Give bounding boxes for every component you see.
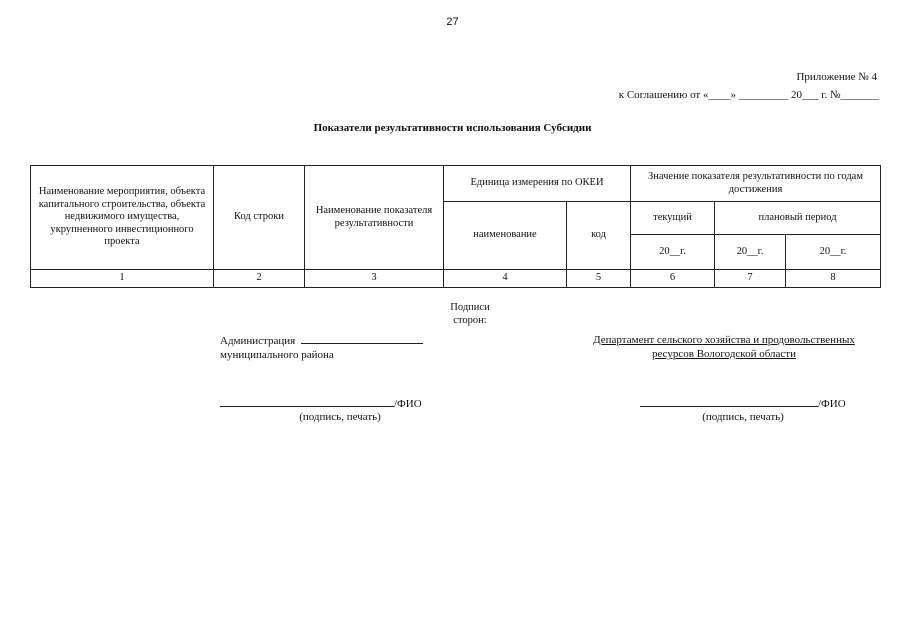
right-signature	[640, 396, 846, 410]
column-number: 3	[305, 270, 444, 288]
indicators-table	[30, 165, 881, 288]
header-okei-name: наименование	[444, 202, 567, 270]
column-numbering-row	[31, 270, 881, 288]
header-planned-period: плановый период	[715, 202, 881, 235]
left-party-blank-line	[301, 333, 423, 344]
appendix-label: Приложение № 4	[796, 71, 877, 83]
page-number: 27	[446, 16, 459, 28]
header-event-name: Наименование мероприятия, объекта капитального строительства, объекта недвижимого имущества, укрупненного инвестиционного проекта	[31, 166, 214, 270]
header-year-current: 20__г.	[631, 235, 715, 270]
column-number: 6	[631, 270, 715, 288]
header-row-code: Код строки	[214, 166, 305, 270]
agreement-reference: к Соглашению от «____» _________ 20___ г. №_______	[618, 89, 879, 101]
left-party-line2: муниципального района	[220, 349, 334, 362]
left-signature-line	[220, 396, 394, 407]
column-number: 2	[214, 270, 305, 288]
column-number: 5	[567, 270, 631, 288]
column-number: 8	[786, 270, 881, 288]
header-indicator-name: Наименование показателя результативности	[305, 166, 444, 270]
column-number: 1	[31, 270, 214, 288]
header-okei-unit: Единица измерения по ОКЕИ	[444, 166, 631, 202]
left-fio-label: /ФИО	[394, 398, 422, 410]
right-signature-line	[640, 396, 818, 407]
right-fio-label: /ФИО	[818, 398, 846, 410]
column-number: 7	[715, 270, 786, 288]
left-signature	[220, 396, 422, 410]
column-number: 4	[444, 270, 567, 288]
left-party	[220, 333, 423, 363]
header-year-plan-2: 20__г.	[786, 235, 881, 270]
left-signature-caption: (подпись, печать)	[299, 411, 381, 423]
right-signature-caption: (подпись, печать)	[702, 411, 784, 423]
left-party-line1: Администрация	[220, 335, 296, 347]
document-title: Показатели результативности использования Субсидии	[313, 122, 592, 134]
right-party: Департамент сельского хозяйства и продовольственных ресурсов Вологодской области	[593, 334, 855, 361]
header-okei-code: код	[567, 202, 631, 270]
header-current: текущий	[631, 202, 715, 235]
header-values-by-year: Значение показателя результативности по годам достижения	[631, 166, 881, 202]
signatures-heading: Подписи сторон:	[450, 302, 490, 327]
header-year-plan-1: 20__г.	[715, 235, 786, 270]
